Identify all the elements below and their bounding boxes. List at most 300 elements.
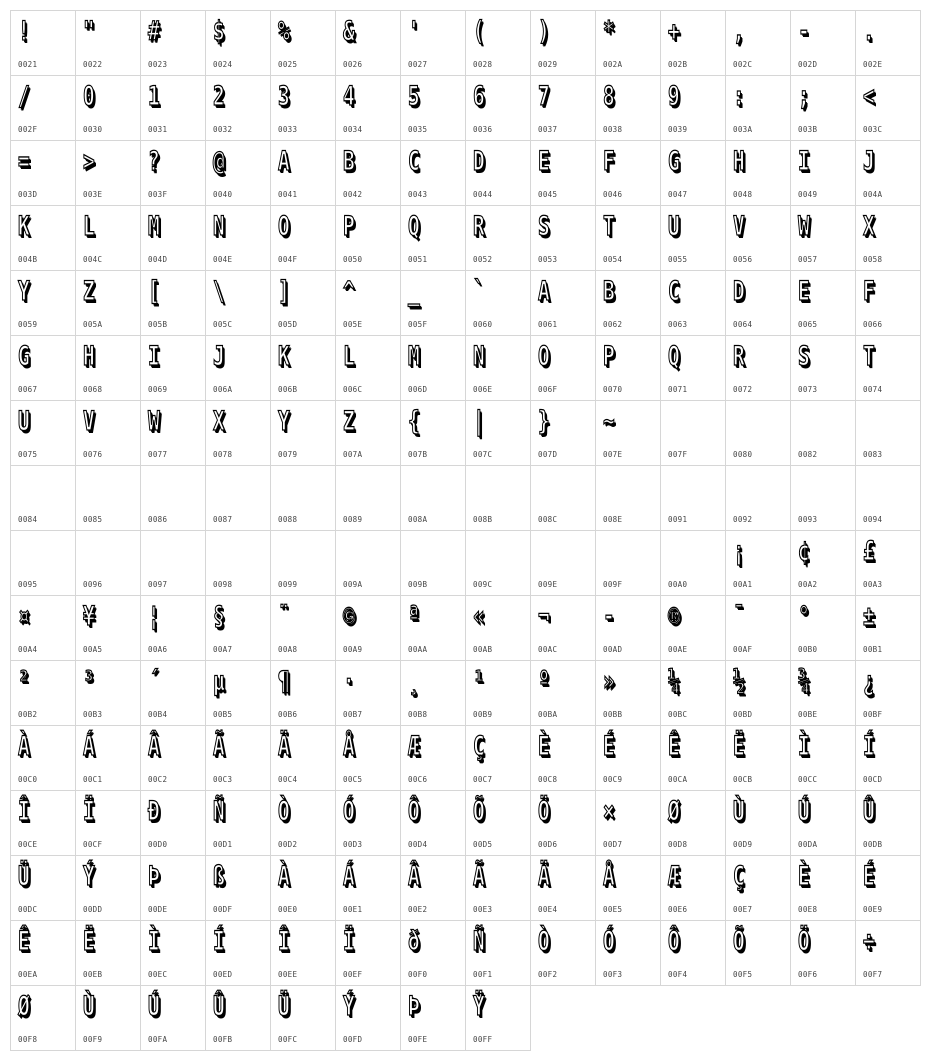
glyph-cell [465,920,531,986]
glyph-sample: µ [213,666,225,697]
glyph-code-label: 00A1 [733,580,753,589]
glyph-cell [10,595,76,661]
glyph-cell [855,270,921,336]
glyph-cell [595,205,661,271]
glyph-code-label: 00A8 [278,645,298,654]
glyph-code-label: 008E [603,515,623,524]
glyph-sample: Ã [473,861,485,892]
glyph-code-label: 00FC [278,1035,298,1044]
glyph-cell [270,270,336,336]
glyph-code-label: 0063 [668,320,688,329]
glyph-cell [10,660,76,726]
glyph-code-label: 0048 [733,190,753,199]
glyph-code-label: 0055 [668,255,688,264]
glyph-code-label: 00A4 [18,645,38,654]
glyph-sample: Î [278,926,290,957]
glyph-cell [270,400,336,466]
glyph-sample: ¢ [798,536,810,567]
glyph-cell [465,140,531,206]
glyph-code-label: 004C [83,255,103,264]
glyph-sample: ÷ [863,926,875,957]
glyph-code-label: 00BD [733,710,753,719]
glyph-code-label: 00F0 [408,970,428,979]
glyph-sample: Ç [473,731,485,762]
glyph-cell [725,790,791,856]
glyph-cell [75,530,141,596]
glyph-sample: M [408,341,420,372]
glyph-cell [855,10,921,76]
glyph-cell [335,400,401,466]
glyph-cell [790,140,856,206]
glyph-sample: Û [213,991,225,1022]
glyph-cell [530,205,596,271]
glyph-cell [790,920,856,986]
glyph-cell [465,75,531,141]
glyph-cell [140,920,206,986]
glyph-code-label: 0064 [733,320,753,329]
glyph-cell [465,335,531,401]
glyph-code-label: 007B [408,450,428,459]
glyph-sample: Á [343,861,355,892]
glyph-sample: Ë [83,926,95,957]
glyph-sample: È [798,861,810,892]
glyph-sample: J [213,341,225,372]
glyph-cell [595,920,661,986]
glyph-cell [855,400,921,466]
glyph-code-label: 00CB [733,775,753,784]
glyph-sample: Ò [538,926,550,957]
glyph-cell [725,205,791,271]
glyph-sample: 3 [278,81,290,112]
glyph-sample: ¾ [798,666,810,697]
glyph-code-label: 0032 [213,125,233,134]
glyph-code-label: 005E [343,320,363,329]
glyph-code-label: 00CA [668,775,688,784]
glyph-code-label: 003A [733,125,753,134]
glyph-sample: ~ [603,406,615,437]
glyph-sample: ¯ [733,601,745,632]
glyph-sample: J [863,146,875,177]
glyph-code-label: 0061 [538,320,558,329]
glyph-sample: Ö [538,796,550,827]
glyph-sample: Ï [83,796,95,827]
glyph-code-label: 00C2 [148,775,168,784]
glyph-code-label: 0050 [343,255,363,264]
glyph-cell [335,335,401,401]
glyph-cell [140,465,206,531]
glyph-sample: ª [408,601,420,632]
glyph-cell [75,75,141,141]
glyph-code-label: 00DE [148,905,168,914]
glyph-sample: ¦ [148,601,160,632]
glyph-cell [855,140,921,206]
glyph-code-label: 0031 [148,125,168,134]
glyph-cell [595,530,661,596]
glyph-sample: U [18,406,30,437]
glyph-cell [465,985,531,1051]
glyph-sample: ¬ [538,601,550,632]
glyph-cell [465,400,531,466]
glyph-cell [205,270,271,336]
glyph-code-label: 005B [148,320,168,329]
glyph-sample: 5 [408,81,420,112]
glyph-cell [75,10,141,76]
glyph-code-label: 0042 [343,190,363,199]
glyph-cell [400,530,466,596]
glyph-sample: E [538,146,550,177]
glyph-code-label: 0086 [148,515,168,524]
glyph-cell [335,140,401,206]
glyph-sample: / [18,81,30,112]
glyph-cell [530,465,596,531]
glyph-code-label: 007E [603,450,623,459]
glyph-cell [400,75,466,141]
glyph-cell [530,660,596,726]
glyph-code-label: 00F3 [603,970,623,979]
glyph-code-label: 007D [538,450,558,459]
glyph-cell [660,270,726,336]
glyph-sample: Û [863,796,875,827]
glyph-cell [855,920,921,986]
glyph-code-label: 00C6 [408,775,428,784]
glyph-sample: Ô [668,926,680,957]
glyph-sample: ³ [83,666,95,697]
glyph-code-label: 0091 [668,515,688,524]
glyph-sample: Ü [18,861,30,892]
glyph-sample: Ý [83,861,95,892]
glyph-cell [75,270,141,336]
glyph-sample: 9 [668,81,680,112]
glyph-code-label: 0072 [733,385,753,394]
glyph-code-label: 0062 [603,320,623,329]
glyph-sample: Æ [668,861,680,892]
glyph-code-label: 0021 [18,60,38,69]
glyph-sample: A [538,276,550,307]
glyph-sample: Å [343,731,355,762]
glyph-code-label: 005F [408,320,428,329]
glyph-code-label: 00D5 [473,840,493,849]
glyph-sample: × [603,796,615,827]
glyph-code-label: 0098 [213,580,233,589]
glyph-cell [595,270,661,336]
glyph-code-label: 0085 [83,515,103,524]
glyph-code-label: 0084 [18,515,38,524]
glyph-cell [400,920,466,986]
glyph-sample: ¹ [473,666,485,697]
glyph-sample: \ [213,276,225,307]
glyph-cell [725,10,791,76]
glyph-code-label: 0033 [278,125,298,134]
glyph-code-label: 00FB [213,1035,233,1044]
glyph-cell [530,75,596,141]
glyph-sample: Í [863,731,875,762]
glyph-cell [790,335,856,401]
glyph-cell [270,140,336,206]
glyph-code-label: 0059 [18,320,38,329]
glyph-code-label: 0023 [148,60,168,69]
glyph-code-label: 0070 [603,385,623,394]
glyph-cell [725,140,791,206]
glyph-code-label: 002C [733,60,753,69]
glyph-code-label: 00E3 [473,905,493,914]
glyph-cell [400,465,466,531]
glyph-sample: Ì [148,926,160,957]
glyph-cell [140,270,206,336]
glyph-code-label: 00B5 [213,710,233,719]
glyph-code-label: 00D7 [603,840,623,849]
glyph-sample: Õ [473,796,485,827]
glyph-code-label: 0079 [278,450,298,459]
glyph-sample: ' [408,16,420,47]
glyph-sample: Ñ [473,926,485,957]
glyph-code-label: 0093 [798,515,818,524]
glyph-sample: Ã [213,731,225,762]
glyph-sample: Ä [538,861,550,892]
glyph-code-label: 0065 [798,320,818,329]
glyph-cell [10,400,76,466]
glyph-cell [660,725,726,791]
glyph-sample: Z [83,276,95,307]
glyph-cell [205,660,271,726]
glyph-code-label: 0052 [473,255,493,264]
glyph-sample: 0 [83,81,95,112]
glyph-sample: ´ [148,666,160,697]
glyph-cell [335,75,401,141]
glyph-cell [790,660,856,726]
glyph-code-label: 0095 [18,580,38,589]
glyph-code-label: 0076 [83,450,103,459]
glyph-cell [790,75,856,141]
glyph-sample: ¥ [83,601,95,632]
glyph-cell [270,335,336,401]
glyph-cell [530,530,596,596]
glyph-cell [725,270,791,336]
glyph-cell [465,10,531,76]
glyph-cell [790,595,856,661]
glyph-cell [530,790,596,856]
glyph-code-label: 008A [408,515,428,524]
glyph-sample: Õ [733,926,745,957]
glyph-code-label: 003D [18,190,38,199]
glyph-code-label: 009F [603,580,623,589]
glyph-code-label: 007A [343,450,363,459]
glyph-sample: Ü [278,991,290,1022]
glyph-cell [725,335,791,401]
glyph-cell [595,140,661,206]
glyph-sample: W [148,406,160,437]
glyph-cell [140,75,206,141]
glyph-cell [400,205,466,271]
glyph-code-label: 009A [343,580,363,589]
glyph-cell [465,790,531,856]
glyph-sample: P [343,211,355,242]
glyph-sample: C [668,276,680,307]
glyph-cell [335,855,401,921]
glyph-sample: Y [278,406,290,437]
glyph-code-label: 00B0 [798,645,818,654]
glyph-code-label: 00AC [538,645,558,654]
glyph-sample: G [18,341,30,372]
glyph-chart-grid [10,10,920,1050]
glyph-code-label: 002E [863,60,883,69]
glyph-code-label: 0025 [278,60,298,69]
glyph-code-label: 00BE [798,710,818,719]
glyph-cell [270,465,336,531]
glyph-cell [530,595,596,661]
glyph-cell [270,595,336,661]
glyph-sample: Q [668,341,680,372]
glyph-code-label: 00CD [863,775,883,784]
glyph-sample: @ [213,146,225,177]
glyph-code-label: 0046 [603,190,623,199]
glyph-sample: 2 [213,81,225,112]
glyph-code-label: 00A6 [148,645,168,654]
glyph-code-label: 00EA [18,970,38,979]
glyph-cell [595,855,661,921]
glyph-sample: Á [83,731,95,762]
glyph-cell [75,725,141,791]
glyph-cell [10,140,76,206]
glyph-code-label: 002F [18,125,38,134]
glyph-sample: ¸ [408,666,420,697]
glyph-code-label: 005D [278,320,298,329]
glyph-cell [400,270,466,336]
glyph-sample: K [278,341,290,372]
glyph-cell [855,530,921,596]
glyph-cell [790,855,856,921]
glyph-cell [205,855,271,921]
glyph-code-label: 00C9 [603,775,623,784]
glyph-sample: Ê [18,926,30,957]
glyph-code-label: 0099 [278,580,298,589]
glyph-cell [270,660,336,726]
glyph-code-label: 00E0 [278,905,298,914]
glyph-cell [10,75,76,141]
glyph-code-label: 0030 [83,125,103,134]
glyph-cell [140,205,206,271]
glyph-sample: L [83,211,95,242]
glyph-cell [140,530,206,596]
glyph-sample: Ø [18,991,30,1022]
glyph-cell [10,725,76,791]
glyph-code-label: 00AA [408,645,428,654]
glyph-code-label: 00F4 [668,970,688,979]
glyph-sample: Ò [278,796,290,827]
glyph-cell [725,920,791,986]
glyph-sample: º [538,666,550,697]
glyph-cell [270,10,336,76]
glyph-sample: Ú [148,991,160,1022]
glyph-code-label: 00FD [343,1035,363,1044]
glyph-cell [790,400,856,466]
glyph-code-label: 00BC [668,710,688,719]
glyph-sample: Ó [603,926,615,957]
glyph-code-label: 0088 [278,515,298,524]
glyph-code-label: 0035 [408,125,428,134]
glyph-sample: § [213,601,225,632]
glyph-sample: Ô [408,796,420,827]
glyph-code-label: 00A3 [863,580,883,589]
glyph-sample: Ì [798,731,810,762]
glyph-sample: R [733,341,745,372]
glyph-cell [855,790,921,856]
glyph-code-label: 0037 [538,125,558,134]
glyph-sample: T [603,211,615,242]
glyph-cell [205,10,271,76]
glyph-cell [725,400,791,466]
glyph-code-label: 004E [213,255,233,264]
glyph-code-label: 00DB [863,840,883,849]
glyph-cell [335,10,401,76]
glyph-cell [725,465,791,531]
glyph-code-label: 0045 [538,190,558,199]
glyph-cell [855,75,921,141]
glyph-cell [335,465,401,531]
glyph-cell [75,660,141,726]
glyph-sample: > [83,146,95,177]
glyph-cell [530,335,596,401]
glyph-cell [75,335,141,401]
glyph-sample: ; [798,81,810,112]
glyph-cell [400,595,466,661]
glyph-sample: " [83,16,95,47]
glyph-cell [660,75,726,141]
glyph-sample: | [473,406,485,437]
glyph-cell [595,725,661,791]
glyph-code-label: 0089 [343,515,363,524]
glyph-cell [465,725,531,791]
glyph-sample: % [278,16,290,47]
glyph-cell [595,595,661,661]
glyph-code-label: 00B1 [863,645,883,654]
glyph-sample: D [473,146,485,177]
glyph-cell [530,855,596,921]
glyph-sample: ¡ [733,536,745,567]
glyph-cell [530,270,596,336]
glyph-cell [270,75,336,141]
glyph-cell [660,790,726,856]
glyph-sample: Ó [343,796,355,827]
glyph-code-label: 0054 [603,255,623,264]
glyph-cell [465,530,531,596]
glyph-sample: A [278,146,290,177]
glyph-cell [10,790,76,856]
glyph-sample: À [278,861,290,892]
glyph-code-label: 00F2 [538,970,558,979]
glyph-sample: Â [148,731,160,762]
glyph-cell [660,10,726,76]
glyph-code-label: 0080 [733,450,753,459]
glyph-cell [725,530,791,596]
glyph-cell [725,855,791,921]
glyph-sample: Q [408,211,420,242]
glyph-cell [10,205,76,271]
glyph-cell [270,725,336,791]
glyph-code-label: 009B [408,580,428,589]
glyph-sample: Ø [668,796,680,827]
glyph-cell [465,270,531,336]
glyph-sample: C [408,146,420,177]
glyph-code-label: 004A [863,190,883,199]
glyph-code-label: 0060 [473,320,493,329]
glyph-sample: © [343,601,355,632]
glyph-cell [205,985,271,1051]
glyph-code-label: 008B [473,515,493,524]
glyph-sample: O [538,341,550,372]
glyph-sample: 6 [473,81,485,112]
glyph-sample: » [603,666,615,697]
glyph-sample: $ [213,16,225,47]
